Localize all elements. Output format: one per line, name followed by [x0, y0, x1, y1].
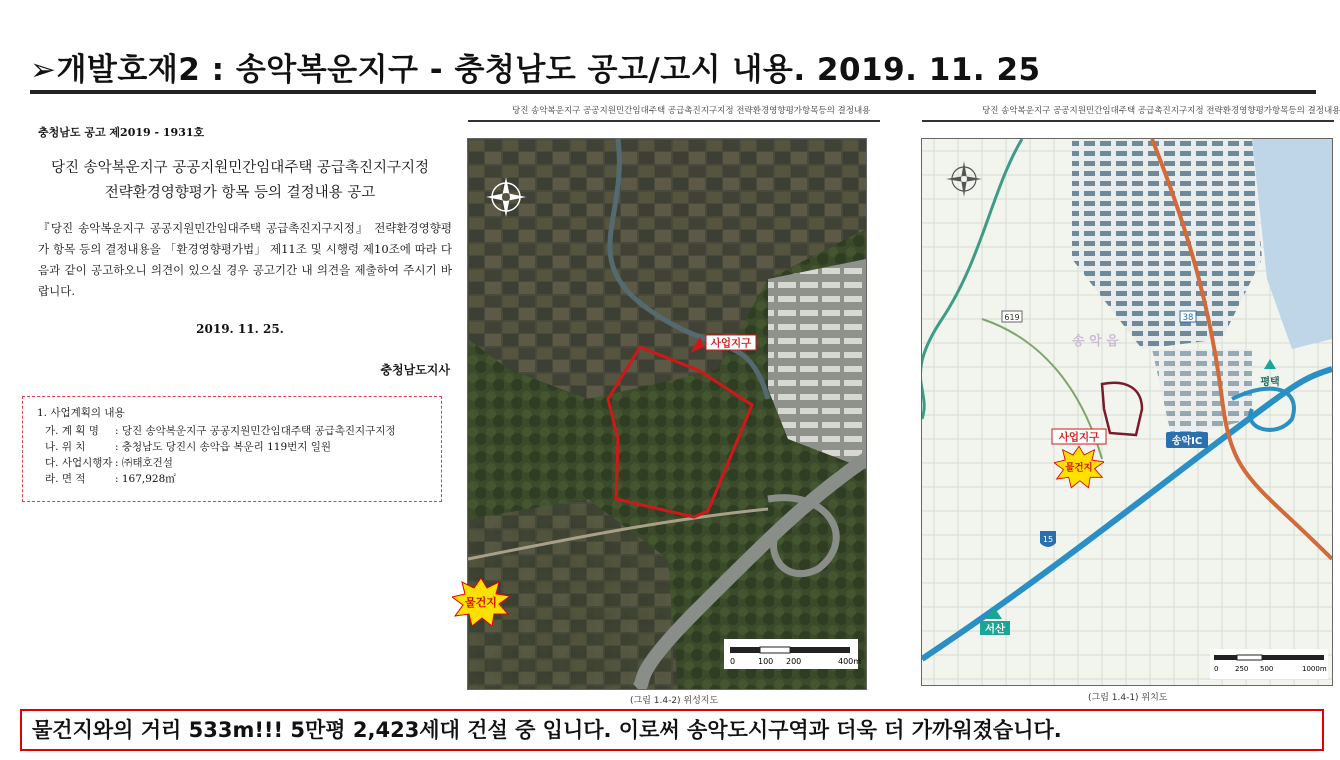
scale-tick-label: 400m	[838, 657, 862, 666]
satellite-caption-top: 당진 송악복운지구 공공지원민간임대주택 공급촉진지구지정 전략환경영향평가항목등의 결정내용	[512, 106, 871, 116]
scale-tick-label: 1000m	[1302, 665, 1327, 673]
pyeongtaek-label: 평택	[1260, 377, 1280, 388]
plan-heading: 1. 사업계획의 내용	[37, 407, 125, 419]
plan-key: 라. 면 적	[45, 473, 86, 485]
plan-key: 다. 사업시행자	[45, 457, 113, 469]
title-divider	[30, 90, 1316, 94]
plan-row	[37, 471, 441, 487]
title-text: 개발호재2 : 송악복운지구 - 충청남도 공고/고시 내용. 2019. 11. 25	[56, 52, 1041, 88]
location-caption-rule	[922, 120, 1334, 122]
satellite-scale-bar	[724, 639, 861, 669]
satellite-map	[467, 138, 867, 690]
title-marker: ➢	[30, 52, 57, 88]
summary-banner-text: 물건지와의 거리 533m!!! 5만평 2,423세대 건설 중 입니다. 이로써 송악도시구역과 더욱 더 가까워졌습니다.	[32, 718, 1062, 742]
route-619-label: 619	[1004, 313, 1020, 322]
scale-tick-label: 500	[1260, 665, 1274, 673]
satellite-image	[468, 139, 866, 689]
summary-banner	[20, 709, 1324, 751]
notice-heading-line2: 전략환경영향평가 항목 등의 결정내용 공고	[104, 185, 376, 201]
route-15-shield	[1040, 531, 1056, 547]
route-15-label: 15	[1042, 535, 1054, 544]
scale-tick-label: 100	[758, 657, 774, 666]
location-property-label: 물건지	[1065, 462, 1093, 474]
notice-number: 충청남도 공고 제2019 - 1931호	[38, 126, 205, 139]
notice-heading	[28, 156, 452, 206]
plan-value: : ㈜태호건설	[115, 457, 173, 469]
scale-tick-label: 0	[1214, 665, 1219, 673]
satellite-site-label: 사업지구	[710, 337, 752, 350]
project-plan-box	[22, 396, 442, 502]
location-map	[921, 138, 1333, 686]
location-property-burst	[1054, 444, 1104, 490]
location-site-label: 사업지구	[1058, 431, 1100, 444]
satellite-property-label: 물건지	[465, 596, 497, 609]
satellite-caption-bottom: (그림 1.4-2) 위성지도	[630, 696, 719, 706]
songak-area-label: 송 악 읍	[1072, 334, 1119, 349]
songak-ic-label: 송악IC	[1171, 436, 1203, 447]
plan-value: : 당진 송악복운지구 공공지원민간임대주택 공급촉진지구지정	[115, 425, 396, 437]
location-caption-bottom: (그림 1.4-1) 위치도	[1088, 693, 1168, 703]
scale-tick-label: 250	[1235, 665, 1249, 673]
notice-signer: 충청남도지사	[380, 363, 450, 377]
plan-key: 가. 계 획 명	[45, 425, 99, 437]
plan-value: : 167,928㎡	[115, 473, 176, 485]
seosan-label: 서산	[984, 623, 1006, 635]
satellite-property-burst	[452, 578, 510, 626]
location-caption-top: 당진 송악복운지구 공공지원민간임대주택 공급촉진지구지정 전략환경영향평가항목등의 결정내용	[982, 106, 1340, 116]
page-title	[30, 44, 1041, 89]
route-38-label: 38	[1182, 313, 1194, 323]
plan-key: 나. 위 치	[45, 441, 86, 453]
notice-heading-line1: 당진 송악복운지구 공공지원민간임대주택 공급촉진지구지정	[50, 160, 429, 176]
plan-row	[37, 439, 441, 455]
plan-value: : 충청남도 당진시 송악읍 복운리 119번지 일원	[115, 441, 332, 453]
scale-tick-label: 200	[786, 657, 802, 666]
satellite-caption-rule	[468, 120, 880, 122]
notice-date: 2019. 11. 25.	[196, 322, 284, 336]
plan-row	[37, 423, 441, 439]
plan-row	[37, 455, 441, 471]
location-map-image	[922, 139, 1332, 685]
location-scale-bar	[1210, 649, 1328, 679]
notice-body: 『당진 송악복운지구 공공지원민간임대주택 공급촉진지구지정』 전략환경영향평가 항목 등의 결정내용을 「환경영향평가법」 제11조 및 시행령 제10조에 따라 다음과 같이 공고하오니 의견이 있으실 경우 공고기간 내 의견을 제출하여 주시기 바랍니다.	[38, 221, 452, 298]
scale-tick-label: 0	[730, 657, 736, 666]
